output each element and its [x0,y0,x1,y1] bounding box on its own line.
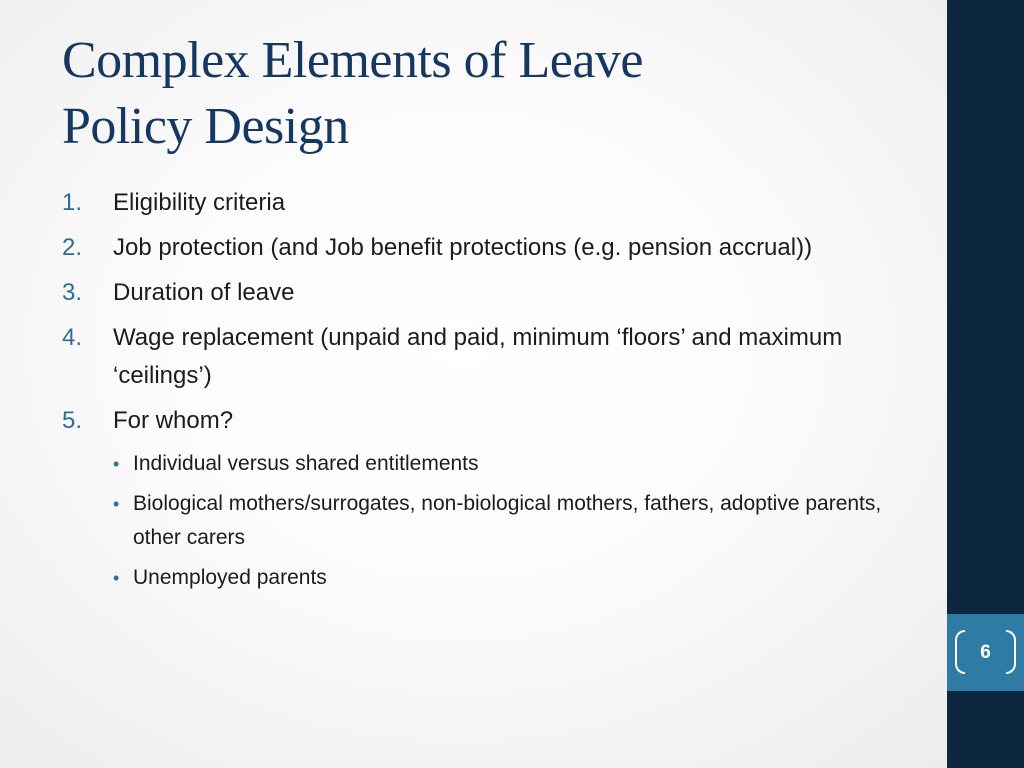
sub-bullet-item [113,487,942,555]
sub-bullet-text: Biological mothers/surrogates, non-biological mothers, fathers, adoptive parents, other carers [133,492,882,549]
list-number: 5. [62,407,83,434]
bullet-icon: • [113,494,120,514]
list-item-text: Eligibility criteria [113,189,286,216]
sub-bullet-text: Unemployed parents [133,566,327,589]
list-item [62,229,942,267]
list-item [62,402,942,440]
list-item [62,274,942,312]
list-item [62,319,942,395]
slide-title-line-2: Policy Design [62,98,349,155]
list-item-text: Job protection (and Job benefit protections (e.g. pension accrual)) [113,234,813,261]
bullet-icon: • [113,454,120,474]
list-number: 4. [62,324,83,351]
list-item-text: Duration of leave [113,279,295,306]
list-number: 1. [62,189,83,216]
list-item [62,184,942,222]
sub-bullet-item [113,447,942,481]
sub-bullet-list [62,447,942,595]
list-number: 3. [62,279,83,306]
page-number: 6 [980,642,991,663]
list-item-text: Wage replacement (unpaid and paid, minimum ‘floors’ and maximum ‘ceilings’) [113,324,843,389]
bullet-icon: • [113,568,120,588]
slide-title [62,28,922,160]
slide-title-line-1: Complex Elements of Leave [62,32,643,89]
sub-bullet-item [113,561,942,595]
list-item-text: For whom? [113,407,234,434]
sub-bullet-text: Individual versus shared entitlements [133,452,479,475]
slide-body [62,184,942,601]
page-number-box [947,614,1024,691]
list-number: 2. [62,234,83,261]
